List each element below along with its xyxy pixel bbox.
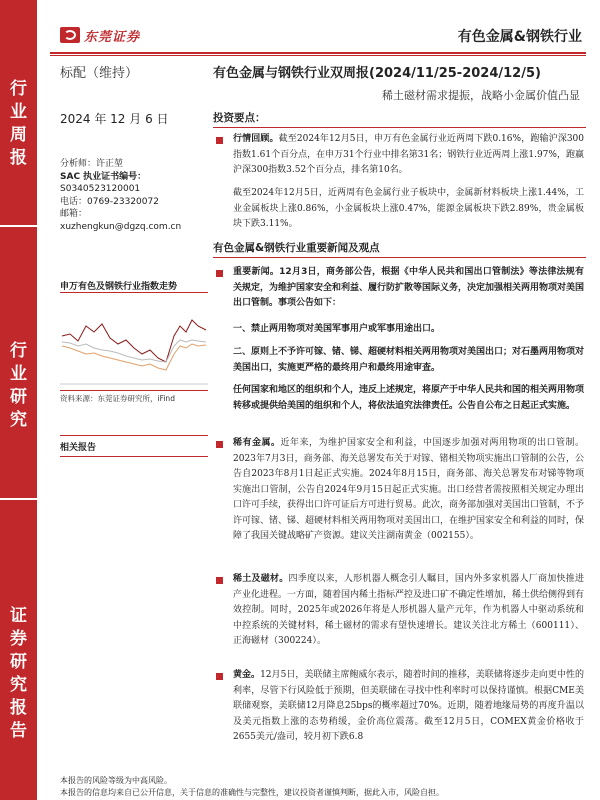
bullet-marker xyxy=(216,137,223,144)
header-industry: 有色金属&钢铁行业 xyxy=(457,29,582,45)
related-reports-heading: 相关报告 xyxy=(60,443,97,453)
sidebar-divider xyxy=(0,498,37,500)
header-rule xyxy=(50,52,586,54)
para-rule-two: 二、原则上不予许可镓、锗、锑、超硬材料相关两用物项对美国出口；对石墨两用物项对美国出口，实施更严格的最终用户和最终用途审查。 xyxy=(233,347,585,373)
analyst-email-label: 邮箱： xyxy=(60,209,88,219)
sidebar-text-report: 证券研究报告 xyxy=(10,606,27,741)
header-rule-thin xyxy=(50,55,586,56)
analyst-email: xuzhengkun@dgzq.com.cn xyxy=(60,221,182,232)
footer-disclaimer xyxy=(60,775,444,799)
investment-points-heading: 投资要点： xyxy=(213,112,266,124)
para-market-review xyxy=(233,132,584,179)
para-subsector: 截至2024年12月5日，近两周有色金属行业子板块中，金属新材料板块上涨1.44%，工业金属板块上涨0.86%，小金属板块上涨0.47%，能源金属板块下跌2.89%，贵金属板块下跌3.11%。 xyxy=(233,188,584,229)
para-body: 12月5日，美联储主席鲍威尔表示，随着时间的推移，美联储将逐步走向更中性的利率，尽管下行风险低于预期，但美联储在寻找中性利率时可以保持谨慎。根据CME美联储观察，美联储12月降息25bps的概率超过70%。近期，随着地缘局势的再度升温以及美元指数上涨的态势稍缓，金价高位震荡。截至12月5日，COMEX黄金价格收于2655美元/盎司，较月初下跌6.8 xyxy=(233,670,584,742)
sidebar-label-research xyxy=(0,340,37,432)
related-rule-bottom xyxy=(60,456,208,457)
chart-rule xyxy=(60,292,208,293)
para-body: 截至2024年12月5日，申万有色金属行业近两周下跌0.16%，跑输沪深300指数1.61个百分点，在申万31个行业中排名第31名；钢铁行业近两周上涨1.97%，跑赢沪深300指数3.52个百分点，排名第10名。 xyxy=(233,134,584,175)
points-rule xyxy=(213,127,586,128)
news-rule xyxy=(213,257,586,258)
para-lead: 稀土及磁材。 xyxy=(233,574,289,584)
bullet-marker xyxy=(216,270,223,277)
para-lead: 重要新闻。 xyxy=(233,267,280,277)
chart-source: 资料来源：东莞证券研究所，iFind xyxy=(60,394,175,403)
para-lead: 稀有金属。 xyxy=(233,438,281,448)
analyst-info xyxy=(60,158,210,233)
logo-mark-icon xyxy=(60,27,80,43)
footer-risk-level: 本报告的风险等级为中高风险。 xyxy=(60,776,172,785)
series-line-hs300 xyxy=(62,340,206,362)
company-logo xyxy=(60,24,140,46)
sidebar-divider xyxy=(0,225,37,227)
footer-info-source: 本报告的信息均来自已公开信息，关于信息的准确性与完整性，建议投资者谨慎判断，据此入市，风险自担。 xyxy=(60,788,444,797)
para-lead: 行情回顾。 xyxy=(233,134,279,144)
report-title: 有色金属与钢铁行业双周报(2024/11/25-2024/12/5) xyxy=(213,66,541,81)
para-rule-one: 一、禁止两用物项对美国军事用户或军事用途出口。 xyxy=(233,324,441,334)
sidebar-text-weekly: 行业周报 xyxy=(10,79,27,168)
related-rule xyxy=(60,435,208,436)
news-heading: 有色金属&钢铁行业重要新闻及观点 xyxy=(213,242,380,254)
para-lead: 黄金。 xyxy=(233,670,261,680)
sidebar-label-report xyxy=(0,605,37,743)
logo-text: 东莞证券 xyxy=(84,29,141,45)
para-rare-earth xyxy=(233,572,584,650)
para-enforcement: 任何国家和地区的组织和个人，违反上述规定，将原产于中华人民共和国的相关两用物项转移或提供给美国的组织和个人，将依法追究法律责任。公告自公布之日起正式实施。 xyxy=(233,385,585,411)
sidebar-label-weekly xyxy=(0,78,37,170)
para-body: 四季度以来，人形机器人概念引人瞩目，国内外多家机器人厂商加快推进产业化进程。一方面，随着国内稀土指标严控及进口矿不确定性增加，稀土供给侧得到有效控制。同时，2025年或2026年将是人形机器人量产元年，作为机器人中驱动系统和中控系统的关键材料，稀土磁材的需求有望快速增长。建议关注北方稀土（600111）、正海磁材（300224）。 xyxy=(233,574,585,646)
bullet-marker xyxy=(216,577,223,584)
bullet-marker xyxy=(216,673,223,680)
report-subtitle: 稀土磁材需求提振，战略小金属价值凸显 xyxy=(382,89,580,102)
index-trend-chart xyxy=(60,296,208,388)
industry-rating: 标配（维持） xyxy=(60,66,139,81)
analyst-phone: 电话：0769-23320072 xyxy=(60,196,159,207)
chart-title: 申万有色及钢铁行业指数走势 xyxy=(60,282,178,292)
analyst-name: 分析师：许正堃 xyxy=(60,159,124,169)
para-body: 近年来，为维护国家安全和利益，中国逐步加强对两用物项的出口管制。2023年7月3日，商务部、海关总署发布关于对镓、锗相关物项实施出口管制的公告，公告自2023年8月1日起正式实施。2024年8月15日，商务部、海关总署发布对锑等物项实施出口管制，公告自2024年9月15日起正式实施。出口经营者需按照相关规定办理出口许可手续，获得出口许可证后方可进行贸易。此次，商务部加强对美国出口管制，不予许可镓、锗、锑、超硬材料相关两用物项对美国出口，在维护国家安全和利益的同时，保障了我国关键战略矿产资源。建议关注湖南黄金（002155）。 xyxy=(233,438,585,541)
report-date: 2024 年 12 月 6 日 xyxy=(60,112,169,126)
analyst-sac-number: S0340523120001 xyxy=(60,184,141,194)
para-gold xyxy=(233,668,584,768)
para-rare-metals xyxy=(233,436,584,545)
bullet-marker xyxy=(216,441,223,448)
chart-rule-bottom xyxy=(60,390,208,391)
para-important-news xyxy=(233,265,584,312)
left-sidebar xyxy=(0,0,37,800)
analyst-sac-label: SAC 执业证书编号： xyxy=(60,171,147,182)
para-body: 12月3日，商务部公告，根据《中华人民共和国出口管制法》等法律法规有关规定，为维护国家安全和利益、履行防扩散等国际义务，决定加强相关两用物项对美国出口管制。事项公告如下： xyxy=(233,267,585,308)
sidebar-text-research: 行业研究 xyxy=(10,341,27,430)
